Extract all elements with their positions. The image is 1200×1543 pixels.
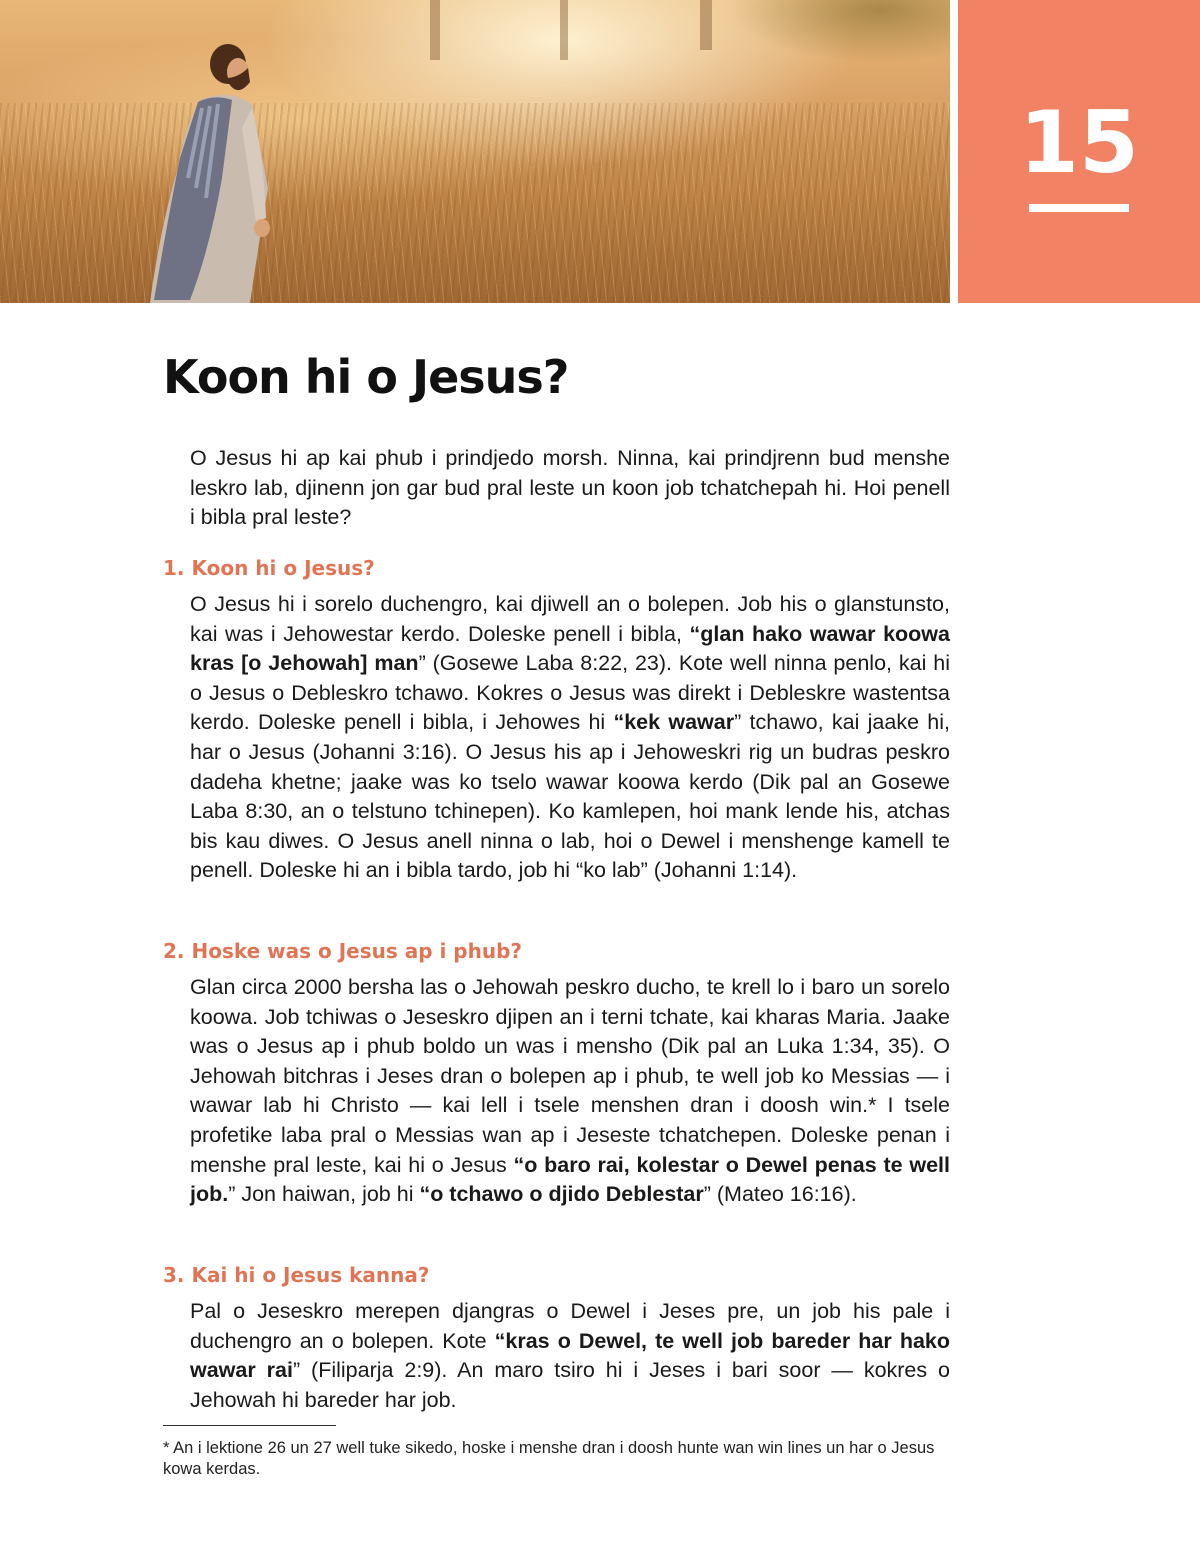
answer-paragraph-2: Glan circa 2000 bersha las o Jehowah peskro ducho, te krell lo i baro un sorelo koowa. Job tchiwas o Jeseskro djipen an i terni tchate, kai kharas Maria. Jaake was o Jesus ap i phub boldo un was i mensho (Dik pal an Luka 1:34, 35). O Jehowah bitchras i Jeses dran o bolepen ap i phub, te well job ko Messias — i wawar lab hi Christo — kai lell i tsele menshen dran i doosh win.* I tsele profetike laba pral o Messias wan ap i Jeseste tchatchepen. Doleske penan i menshe pral leste, kai hi o Jesus “o baro rai, kolestar o Dewel penas te well job.” Jon haiwan, job hi “o tchawo o djido Deblestar” (Mateo 16:16). <box>190 975 950 1207</box>
page-title: Koon hi o Jesus? <box>163 350 569 404</box>
question-heading-1: 1. Koon hi o Jesus? <box>163 556 375 580</box>
question-heading-3: 3. Kai hi o Jesus kanna? <box>163 1263 430 1287</box>
tree-trunk <box>430 0 440 60</box>
footnote: * An i lektione 26 un 27 well tuke sikedo, hoske i menshe dran i doosh hunte wan win lines un har o Jesus kowa kerdas. <box>163 1439 935 1478</box>
answer-paragraph-3: Pal o Jeseskro merepen djangras o Dewel i Jeses pre, un job his pale i duchengro an o bolepen. Kote “kras o Dewel, te well job bareder har hako wawar rai” (Filiparja 2:9). An maro tsiro hi i Jeses i bari soor — kokres o Jehowah hi bareder har job. <box>190 1299 951 1412</box>
tree-foliage <box>690 0 950 80</box>
walking-man-figure <box>140 38 290 303</box>
chapter-number-underline <box>1029 204 1129 212</box>
hero-photo <box>0 0 950 303</box>
chapter-badge <box>958 0 1200 303</box>
tree-trunk <box>560 0 568 60</box>
answer-paragraph-1: O Jesus hi i sorelo duchengro, kai djiwell an o bolepen. Job his o glanstunsto, kai was i Jehowestar kerdo. Doleske penell i bibla, “glan hako wawar koowa kras [o Jehowah] man” (Gosewe Laba 8:22, 23). Kote well ninna penlo, kai hi o Jesus o Debleskro tchawo. Kokres o Jesus was direkt i Debleskre wastentsa kerdo. Doleske penell i bibla, i Jehowes hi “kek wawar” tchawo, kai jaake hi, har o Jesus (Johanni 3:16). O Jesus his ap i Jehoweskri rig un budras peskro dadeha khetne; jaake was ko tselo wawar koowa kerdo (Dik pal an Gosewe Laba 8:30, an o telstuno tchinepen). Ko kamlepen, hoi mank lende his, atchas bis kau diwes. O Jesus anell ninna o lab, hoi o Dewel i menshenge kamell te penell. Doleske hi an i bibla tardo, job hi “ko lab” (Johanni 1:14). <box>190 592 950 883</box>
question-heading-2: 2. Hoske was o Jesus ap i phub? <box>163 939 523 963</box>
intro-paragraph: O Jesus hi ap kai phub i prindjedo morsh. Ninna, kai prindjrenn bud menshe leskro lab, djinenn jon gar bud pral leste un koon job tchatchepah hi. Hoi penell i bibla pral leste? <box>190 446 950 530</box>
footnote-divider <box>163 1425 336 1426</box>
chapter-number: 15 <box>1019 93 1139 193</box>
